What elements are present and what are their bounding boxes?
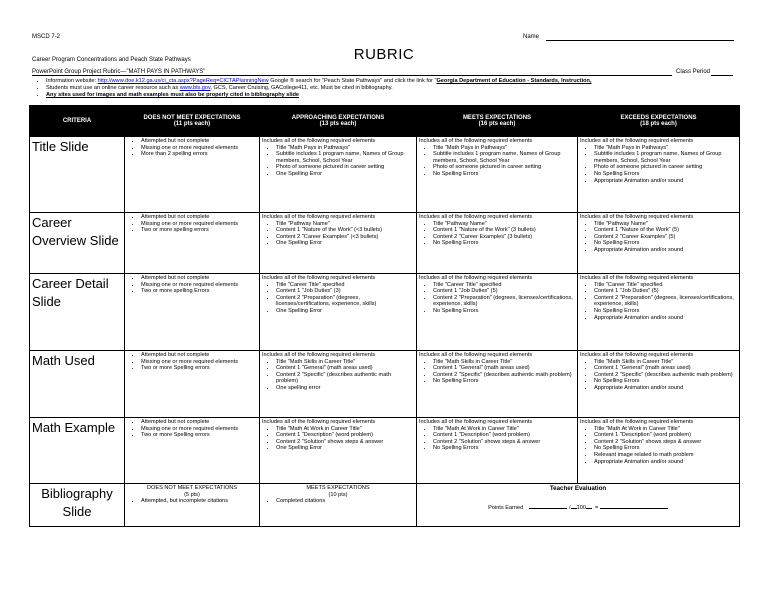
criteria-item: • Photo of someone pictured in career setting: [594, 164, 737, 171]
criteria-title-slide: Title Slide: [30, 137, 125, 213]
header-exceeds: EXCEEDS EXPECTATIONS (18 pts each): [578, 106, 740, 137]
rubric-table: [29, 105, 740, 527]
criteria-item: • Attempted, but incomplete citations: [141, 498, 257, 505]
criteria-item: • Photo of someone pictured in career setting: [276, 164, 414, 171]
criteria-item: • Missing one or more required elements: [141, 426, 257, 433]
row-career-overview: [30, 213, 740, 274]
criteria-item: • Content 2 "Specific" (describes authentic math problem): [433, 372, 575, 379]
criteria-item: • No Spelling Errors: [594, 240, 737, 247]
criteria-item: • Title "Career Title" specified: [433, 282, 575, 289]
criteria-item: • Missing one or more required elements: [141, 221, 257, 228]
criteria-item: • Content 1 "Job Duties" (5): [594, 288, 737, 295]
criteria-item: • Two or more Spelling errors: [141, 432, 257, 439]
cell-mathex-c3: Includes all of the following required elements • Title "Math At Work in Career Title" • Content 1 "Description" (word problem) • Content 2 "Solution" shows steps & answer • No Spelling Errors: [417, 418, 578, 484]
criteria-item: • Missing one or more required elements: [141, 359, 257, 366]
criteria-item: • One Spelling Error: [276, 445, 414, 452]
row-title-slide: [30, 137, 740, 213]
subtitle-underline: [32, 75, 672, 76]
cell-title-c2: Includes all of the following required elements • Title "Math Pays in Pathways" • Subtitle includes 1 program name, Names of Group members, School, School Year • Photo of someone pictured in career setting • One Spelling Error: [260, 137, 417, 213]
criteria-item: • Content 2 "Specific" (describes authentic math problem): [276, 372, 414, 385]
criteria-item: • Missing one or more required elements: [141, 145, 257, 152]
criteria-item: • Content 1 "Description" (word problem): [433, 432, 575, 439]
cell-bib-c1: DOES NOT MEET EXPECTATIONS (5 pts) • Attempted, but incomplete citations: [125, 484, 260, 527]
criteria-item: • Appropriate Animation and/or sound: [594, 459, 737, 466]
cell-title-c4: Includes all of the following required elements • Title "Math Pays in Pathways" • Subtitle includes 1 program name, Names of Group members, School, School Year • Photo of someone pictured in career setting • No Spelling Errors • Appropriate Animation and/or sound: [578, 137, 740, 213]
criteria-item: • Content 2 "Career Examples" (5): [594, 234, 737, 241]
cell-mathused-c4: Includes all of the following required elements • Title "Math Skills in Career Title" • Content 1 "General" (math areas used) • Content 2 "Specific" (describes authentic math problem) • No Spelling Errors • Appropriate Animation and/or sound: [578, 351, 740, 418]
subtitle-program: Career Program Concentrations and Peach State Pathways: [32, 57, 191, 63]
criteria-item: • Subtitle includes 1 program name, Names of Group members, School, School Year: [433, 151, 575, 164]
criteria-item: • Title "Math Skills in Career Title": [433, 359, 575, 366]
cell-detail-c4: Includes all of the following required elements • Title "Career Title" specified • Content 1 "Job Duties" (5) • Content 2 "Preparation" (degrees, licenses/certifications, experience, skills) • No Spelling Errors • Appropriate Animation and/or sound: [578, 274, 740, 351]
cell-detail-c1: [125, 274, 260, 351]
criteria-math-example: Math Example: [30, 418, 125, 484]
subtitle-project: PowerPoint Group Project Rubric—"MATH PAYS IN PATHWAYS": [32, 69, 206, 75]
criteria-item: • Attempted but not complete: [141, 214, 257, 221]
header-meets: MEETS EXPECTATIONS (16 pts each): [417, 106, 578, 137]
row-bibliography: [30, 484, 740, 527]
criteria-item: • Title "Pathway Name": [433, 221, 575, 228]
criteria-item: • Title "Math Skills in Career Title": [276, 359, 414, 366]
criteria-item: • Content 1 "Nature of the Work" (3 bullets): [433, 227, 575, 234]
criteria-item: • Subtitle includes 1 program name, Names of Group members, School, School Year: [276, 151, 414, 164]
criteria-item: • Attempted but not complete: [141, 352, 257, 359]
cell-mathused-c2: Includes all of the following required elements • Title "Math Skills in Career Title" • Content 1 "General" (math areas used) • Content 2 "Specific" (describes authentic math problem) • One spelling error: [260, 351, 417, 418]
note-citations: • Any sites used for images and math examples must also be properly cited in bibliography slide: [46, 92, 752, 99]
criteria-item: • No Spelling Errors: [594, 308, 737, 315]
criteria-item: • Content 1 "Nature of the Work" (<3 bullets): [276, 227, 414, 234]
instructions-list: [32, 78, 752, 99]
row-career-detail: [30, 274, 740, 351]
criteria-item: • Content 1 "Job Duties" (5): [433, 288, 575, 295]
criteria-item: • No Spelling Errors: [594, 171, 737, 178]
criteria-item: • Content 1 "General" (math areas used): [433, 365, 575, 372]
name-label: Name: [523, 34, 540, 40]
criteria-item: • Title "Math Skills in Career Title": [594, 359, 737, 366]
cell-bib-c2: MEETS EXPECTATIONS (10 pts) • Completed citations: [260, 484, 417, 527]
criteria-item: • Content 2 "Career Examples" (3 bullets): [433, 234, 575, 241]
criteria-item: • One Spelling Error: [276, 308, 414, 315]
criteria-item: • Title "Math At Work in Career Title": [433, 426, 575, 433]
criteria-item: • Title "Math At Work in Career Title": [594, 426, 737, 433]
teacher-evaluation: Teacher Evaluation Points Earned / 100 =: [417, 484, 740, 527]
criteria-item: • No Spelling Errors: [433, 378, 575, 385]
criteria-item: • Title "Math Pays in Pathways": [276, 145, 414, 152]
criteria-item: • Attempted but not complete: [141, 419, 257, 426]
criteria-item: • No Spelling Errors: [433, 308, 575, 315]
criteria-item: • Title "Math At Work in Career Title": [276, 426, 414, 433]
cell-mathused-c3: Includes all of the following required elements • Title "Math Skills in Career Title" • Content 1 "General" (math areas used) • Content 2 "Specific" (describes authentic math problem) • No Spelling Errors: [417, 351, 578, 418]
criteria-item: • Content 2 "Solution" shows steps & answer: [594, 439, 737, 446]
doe-standards-link[interactable]: Georgia Department of Education - Standards, Instruction,: [436, 78, 592, 84]
criteria-career-detail: Career Detail Slide: [30, 274, 125, 351]
criteria-item: • Two or more Spelling errors: [141, 365, 257, 372]
criteria-item: • Content 1 "General" (math areas used): [594, 365, 737, 372]
criteria-item: • No Spelling Errors: [594, 445, 737, 452]
cell-mathex-c4: Includes all of the following required elements • Title "Math At Work in Career Title" • Content 1 "Description" (word problem) • Content 2 "Solution" shows steps & answer • No Spelling Errors • Relevant image related to math problem • Appropriate Animation and/or sound: [578, 418, 740, 484]
cell-mathused-c1: [125, 351, 260, 418]
criteria-item: • Content 2 "Preparation" (degrees, licenses/certifications, experience, skills): [433, 295, 575, 308]
criteria-item: • Appropriate Animation and/or sound: [594, 315, 737, 322]
criteria-item: • Appropriate Animation and/or sound: [594, 178, 737, 185]
class-period-label: Class Period: [676, 69, 711, 75]
criteria-item: • Content 1 "Nature of the Work" (5): [594, 227, 737, 234]
note-info-website: • Information website: http://www.doe.k12.ga.us/ci_cta.aspx?PageReq=CICTAPlanningNew Google ® search for "Peach State Pathways" and click the link for "Georgia Department of Education - Standards, Instruction,: [46, 78, 752, 85]
criteria-item: • Missing one or more required elements: [141, 282, 257, 289]
criteria-item: • No Spelling Errors: [433, 445, 575, 452]
criteria-item: • Title "Career Title" specified: [276, 282, 414, 289]
class-period-line[interactable]: [711, 75, 733, 76]
criteria-item: • One Spelling Error: [276, 171, 414, 178]
name-line[interactable]: [546, 40, 734, 41]
criteria-item: • Content 1 "Description" (word problem): [594, 432, 737, 439]
criteria-item: • More than 2 spelling errors: [141, 151, 257, 158]
criteria-math-used: Math Used: [30, 351, 125, 418]
cell-detail-c3: Includes all of the following required elements • Title "Career Title" specified • Content 1 "Job Duties" (5) • Content 2 "Preparation" (degrees, licenses/certifications, experience, skills) • No Spelling Errors: [417, 274, 578, 351]
criteria-item: • Title "Math Pays in Pathways": [594, 145, 737, 152]
document-code: MSCD 7-2: [32, 34, 61, 40]
criteria-item: • Title "Career Title" specified: [594, 282, 737, 289]
page-title: RUBRIC: [353, 46, 415, 63]
criteria-bibliography: Bibliography Slide: [30, 484, 125, 527]
cell-overview-c4: Includes all of the following required elements • Title "Pathway Name" • Content 1 "Nature of the Work" (5) • Content 2 "Career Examples" (5) • No Spelling Errors • Appropriate Animation and/or sound: [578, 213, 740, 274]
criteria-item: • Content 1 "Job Duties" (3): [276, 288, 414, 295]
criteria-item: • Content 2 "Preparation" (degrees, licenses/certifications, experience, skills): [276, 295, 414, 308]
criteria-item: • Relevant image related to math problem: [594, 452, 737, 459]
criteria-item: • Two or more spelling Errors: [141, 288, 257, 295]
criteria-item: • Content 2 "Solution" shows steps & answer: [433, 439, 575, 446]
criteria-item: • Title "Pathway Name": [276, 221, 414, 228]
criteria-item: • Title "Pathway Name": [594, 221, 737, 228]
criteria-item: • Content 1 "General" (math areas used): [276, 365, 414, 372]
doe-link[interactable]: http://www.doe.k12.ga.us/ci_cta.aspx?PageReq=CICTAPlanningNew: [97, 78, 269, 84]
criteria-item: • No Spelling Errors: [433, 171, 575, 178]
criteria-career-overview: Career Overview Slide: [30, 213, 125, 274]
row-math-used: [30, 351, 740, 418]
cell-title-c1: [125, 137, 260, 213]
bls-link[interactable]: www.bls.gov: [179, 85, 211, 91]
criteria-item: • No Spelling Errors: [433, 240, 575, 247]
criteria-item: • Two or more spelling errors: [141, 227, 257, 234]
cell-overview-c2: Includes all of the following required elements • Title "Pathway Name" • Content 1 "Nature of the Work" (<3 bullets) • Content 2 "Career Examples" (<3 bullets) • One Spelling Error: [260, 213, 417, 274]
header-row: [30, 106, 740, 137]
criteria-item: • Title "Math Pays in Pathways": [433, 145, 575, 152]
criteria-item: • One Spelling Error: [276, 240, 414, 247]
cell-overview-c3: Includes all of the following required elements • Title "Pathway Name" • Content 1 "Nature of the Work" (3 bullets) • Content 2 "Career Examples" (3 bullets) • No Spelling Errors: [417, 213, 578, 274]
header-approaching: APPROACHING EXPECTATIONS (13 pts each): [260, 106, 417, 137]
cell-mathex-c2: Includes all of the following required elements • Title "Math At Work in Career Title" • Content 1 "Description" (word problem) • Content 2 "Solution" shows steps & answer • One Spelling Error: [260, 418, 417, 484]
criteria-item: • Content 2 "Career Examples" (<3 bullets): [276, 234, 414, 241]
points-earned-row: Points Earned / 100 =: [419, 503, 737, 512]
cell-title-c3: Includes all of the following required elements • Title "Math Pays in Pathways" • Subtitle includes 1 program name, Names of Group members, School, School Year • Photo of someone pictured in career setting • No Spelling Errors: [417, 137, 578, 213]
cell-mathex-c1: [125, 418, 260, 484]
header-does-not-meet: DOES NOT MEET EXPECTATIONS (11 pts each): [125, 106, 260, 137]
final-score-field[interactable]: [600, 503, 668, 509]
criteria-item: • Content 2 "Preparation" (degrees, licenses/certifications, experience, skills): [594, 295, 737, 308]
criteria-item: • Content 2 "Solution" shows steps & answer: [276, 439, 414, 446]
criteria-item: • Subtitle includes 1 program name, Names of Group members, School, School Year: [594, 151, 737, 164]
note-career-resource: • Students must use an online career resource such as www.bls.gov, GCS, Career Cruising, GACollege411, etc. Must be cited in bibliography.: [46, 85, 752, 92]
header-criteria: CRITERIA: [30, 106, 125, 137]
row-math-example: [30, 418, 740, 484]
criteria-item: • Completed citations: [276, 498, 414, 505]
criteria-item: • Content 1 "Description" (word problem): [276, 432, 414, 439]
points-total: 100: [576, 504, 586, 511]
criteria-item: • Appropriate Animation and/or sound: [594, 247, 737, 254]
criteria-item: • Appropriate Animation and/or sound: [594, 385, 737, 392]
cell-detail-c2: Includes all of the following required elements • Title "Career Title" specified • Content 1 "Job Duties" (3) • Content 2 "Preparation" (degrees, licenses/certifications, experience, skills) • One Spelling Error: [260, 274, 417, 351]
criteria-item: • Content 2 "Specific" (describes authentic math problem): [594, 372, 737, 379]
criteria-item: • Attempted but not complete: [141, 275, 257, 282]
cell-overview-c1: [125, 213, 260, 274]
criteria-item: • One spelling error: [276, 385, 414, 392]
criteria-item: • Photo of someone pictured in career setting: [433, 164, 575, 171]
criteria-item: • No Spelling Errors: [594, 378, 737, 385]
criteria-item: • Attempted but not complete: [141, 138, 257, 145]
points-earned-field[interactable]: [529, 503, 567, 509]
